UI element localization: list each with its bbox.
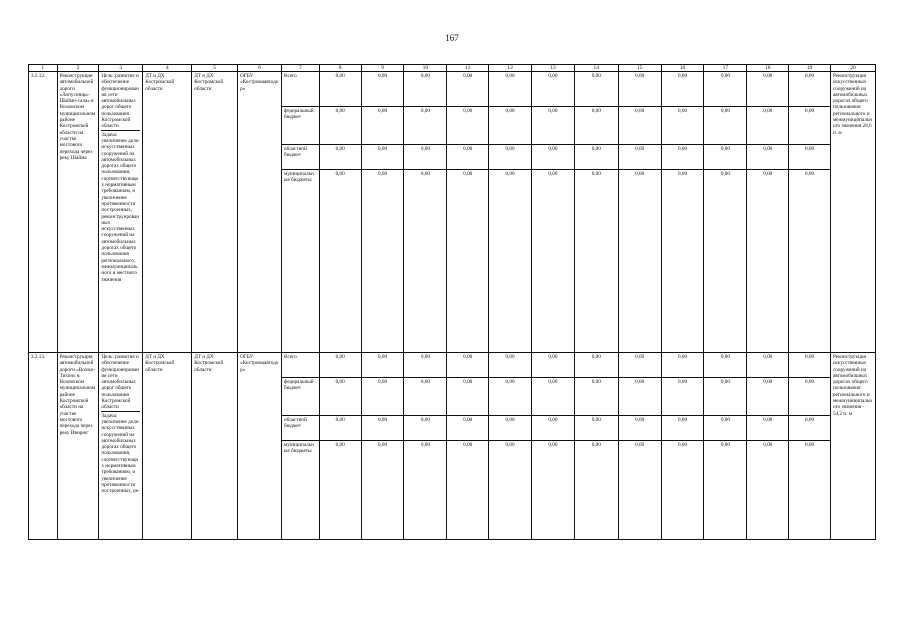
amount-cell: 0,00	[361, 416, 404, 441]
amount-cell: 0,00	[532, 441, 575, 540]
amount-cell: 0,00	[661, 145, 704, 170]
amount-cell: 0,00	[704, 72, 747, 107]
funding-source: Всего	[282, 353, 320, 378]
column-number-12: 12	[489, 65, 532, 72]
amount-cell: 0,00	[447, 107, 489, 145]
column-number-2: 2	[57, 65, 99, 72]
amount-cell: 0,00	[747, 107, 789, 145]
funding-source: Всего	[282, 72, 320, 107]
funding-source: муниципальные бюджеты	[282, 170, 320, 353]
amount-cell: 0,00	[574, 170, 618, 353]
amount-cell: 0,00	[361, 72, 404, 107]
amount-cell: 0,00	[532, 378, 575, 416]
amount-cell: 0,00	[361, 145, 404, 170]
amount-cell: 0,00	[447, 170, 489, 353]
amount-cell: 0,00	[789, 416, 831, 441]
amount-cell: 0,00	[447, 145, 489, 170]
amount-cell: 0,00	[532, 72, 575, 107]
amount-cell: 0,00	[661, 353, 704, 378]
amount-cell: 0,00	[361, 353, 404, 378]
amount-cell: 0,00	[618, 170, 661, 353]
amount-cell: 0,00	[704, 416, 747, 441]
goal-task-cell	[99, 72, 143, 353]
program-table	[28, 64, 876, 540]
amount-cell: 0,00	[532, 107, 575, 145]
funding-source: федеральный бюджет	[282, 107, 320, 145]
amount-cell: 0,00	[361, 441, 404, 540]
amount-cell: 0,00	[404, 170, 447, 353]
amount-cell: 0,00	[661, 107, 704, 145]
amount-cell: 0,00	[747, 378, 789, 416]
amount-cell: 0,00	[618, 378, 661, 416]
column-number-8: 8	[319, 65, 361, 72]
amount-cell: 0,00	[574, 416, 618, 441]
column-number-1: 1	[29, 65, 58, 72]
amount-cell: 0,00	[447, 441, 489, 540]
amount-cell: 0,00	[704, 170, 747, 353]
coexecutor: ДТ и ДХ Костромской области	[192, 353, 238, 540]
amount-cell: 0,00	[747, 416, 789, 441]
column-number-13: 13	[532, 65, 575, 72]
column-number-16: 16	[661, 65, 704, 72]
column-number-9: 9	[361, 65, 404, 72]
column-numbers-row	[29, 65, 876, 72]
amount-cell: 0,00	[661, 378, 704, 416]
amount-cell: 0,00	[489, 441, 532, 540]
amount-cell: 0,00	[319, 353, 361, 378]
funding-source: муниципальные бюджеты	[282, 441, 320, 540]
amount-cell: 0,00	[574, 353, 618, 378]
budget-row	[29, 353, 876, 378]
amount-cell: 0,00	[747, 441, 789, 540]
amount-cell: 0,00	[319, 72, 361, 107]
amount-cell: 0,00	[704, 107, 747, 145]
amount-cell: 0,00	[404, 353, 447, 378]
column-number-4: 4	[143, 65, 192, 72]
amount-cell: 0,00	[532, 145, 575, 170]
column-number-20: 20	[830, 65, 875, 72]
amount-cell: 0,00	[704, 378, 747, 416]
column-number-11: 11	[447, 65, 489, 72]
amount-cell: 0,00	[618, 145, 661, 170]
column-number-18: 18	[747, 65, 789, 72]
expected-result: Реконструкция искусственных сооружений на автомобильных дорогах общего пользования регионального и межмуниципального значения 28,6 п. м	[830, 72, 875, 353]
amount-cell: 0,00	[618, 353, 661, 378]
amount-cell: 0,00	[532, 416, 575, 441]
amount-cell: 0,00	[618, 441, 661, 540]
coexecutor: ДТ и ДХ Костромской области	[192, 72, 238, 353]
amount-cell: 0,00	[704, 145, 747, 170]
column-number-15: 15	[618, 65, 661, 72]
amount-cell: 0,00	[574, 145, 618, 170]
amount-cell: 0,00	[574, 378, 618, 416]
amount-cell: 0,00	[319, 378, 361, 416]
expected-result: Реконструкция искусственных сооружений на автомобильных дорогах общего пользования регионального и межмуниципального значения - 54,2 п. м	[830, 353, 875, 540]
amount-cell: 0,00	[404, 378, 447, 416]
amount-cell: 0,00	[489, 107, 532, 145]
funding-source: областной бюджет	[282, 145, 320, 170]
item-name: Реконструкция автомобильной дороги «Вохма-Тихон» в Вохомском муниципальном районе Костромской области на участке мостового перехода через реку Ивирюг	[57, 353, 99, 540]
amount-cell: 0,00	[319, 441, 361, 540]
item-number: 3.2.13.	[29, 353, 58, 540]
amount-cell: 0,00	[404, 72, 447, 107]
amount-cell: 0,00	[789, 353, 831, 378]
amount-cell: 0,00	[618, 416, 661, 441]
amount-cell: 0,00	[704, 353, 747, 378]
column-number-3: 3	[99, 65, 143, 72]
goal-text: Цель: развитие и обеспечение функционирования сети автомобильных дорог общего пользования Костромской области	[101, 73, 139, 130]
task-text: Задача: увеличение доли искусственных сооружений на автомобильных дорогах общего пользования, соответствующих нормативным требованиям, и увеличение протяженности построенных, ре-	[101, 412, 140, 495]
amount-cell: 0,00	[747, 353, 789, 378]
amount-cell: 0,00	[661, 416, 704, 441]
amount-cell: 0,00	[532, 170, 575, 353]
column-number-19: 19	[789, 65, 831, 72]
page-number: 167	[445, 33, 459, 43]
amount-cell: 0,00	[404, 441, 447, 540]
amount-cell: 0,00	[747, 72, 789, 107]
column-number-6: 6	[238, 65, 282, 72]
amount-cell: 0,00	[489, 378, 532, 416]
item-number: 3.2.12.	[29, 72, 58, 353]
amount-cell: 0,00	[447, 378, 489, 416]
amount-cell: 0,00	[704, 441, 747, 540]
amount-cell: 0,00	[747, 170, 789, 353]
amount-cell: 0,00	[747, 145, 789, 170]
column-number-17: 17	[704, 65, 747, 72]
amount-cell: 0,00	[532, 353, 575, 378]
funding-source: областной бюджет	[282, 416, 320, 441]
amount-cell: 0,00	[404, 416, 447, 441]
column-number-14: 14	[574, 65, 618, 72]
amount-cell: 0,00	[447, 353, 489, 378]
participant: ОГБУ «Костромаавтодор»	[238, 353, 282, 540]
amount-cell: 0,00	[618, 72, 661, 107]
participant: ОГБУ «Костромаавтодор»	[238, 72, 282, 353]
amount-cell: 0,00	[661, 170, 704, 353]
column-number-7: 7	[282, 65, 320, 72]
amount-cell: 0,00	[319, 416, 361, 441]
amount-cell: 0,00	[319, 145, 361, 170]
amount-cell: 0,00	[447, 72, 489, 107]
amount-cell: 0,00	[789, 378, 831, 416]
amount-cell: 0,00	[789, 145, 831, 170]
amount-cell: 0,00	[618, 107, 661, 145]
amount-cell: 0,00	[447, 416, 489, 441]
column-number-10: 10	[404, 65, 447, 72]
amount-cell: 0,00	[489, 170, 532, 353]
amount-cell: 0,00	[319, 170, 361, 353]
amount-cell: 0,00	[489, 72, 532, 107]
column-number-5: 5	[192, 65, 238, 72]
responsible-executor: ДТ и ДХ Костромской области	[143, 72, 192, 353]
amount-cell: 0,00	[574, 441, 618, 540]
amount-cell: 0,00	[489, 145, 532, 170]
amount-cell: 0,00	[489, 353, 532, 378]
amount-cell: 0,00	[574, 107, 618, 145]
amount-cell: 0,00	[361, 107, 404, 145]
amount-cell: 0,00	[404, 145, 447, 170]
amount-cell: 0,00	[661, 441, 704, 540]
responsible-executor: ДТ и ДХ Костромской области	[143, 353, 192, 540]
amount-cell: 0,00	[319, 107, 361, 145]
amount-cell: 0,00	[789, 441, 831, 540]
budget-row	[29, 72, 876, 107]
item-name: Реконструкция автомобильной дороги «Лопусинцы-Шайми-сала» в Вохомском муниципальном районе Костромской области на участке мостового перехода через реку Шайма	[57, 72, 99, 353]
amount-cell: 0,00	[661, 72, 704, 107]
task-text: Задача: увеличение доли искусственных сооружений на автомобильных дорогах общего пользования, соответствующих нормативным требованиям, и увеличение протяженности построенных, реконструированных искусственных сооружений на автомобильных дорогах общего пользования регионального, межмуниципального и местного значения	[101, 131, 140, 283]
goal-text: Цель: развитие и обеспечение функционирования сети автомобильных дорог общего пользования Костромской области	[101, 354, 139, 411]
amount-cell: 0,00	[404, 107, 447, 145]
amount-cell: 0,00	[489, 416, 532, 441]
amount-cell: 0,00	[361, 170, 404, 353]
funding-source: федеральный бюджет	[282, 378, 320, 416]
goal-task-cell	[99, 353, 143, 540]
amount-cell: 0,00	[361, 378, 404, 416]
amount-cell: 0,00	[574, 72, 618, 107]
amount-cell: 0,00	[789, 170, 831, 353]
amount-cell: 0,00	[789, 72, 831, 107]
amount-cell: 0,00	[789, 107, 831, 145]
